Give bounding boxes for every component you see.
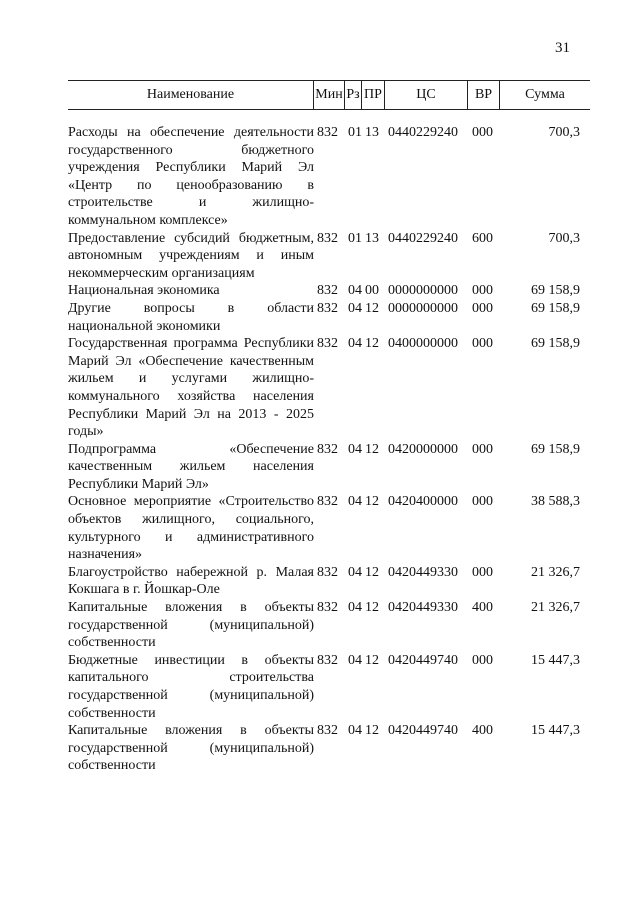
row-sum: 21 326,7 <box>531 600 580 616</box>
row-vr: 000 <box>472 494 493 510</box>
header-vr: ВР <box>467 81 499 109</box>
row-cs: 0440229240 <box>388 125 458 140</box>
row-sum: 21 326,7 <box>531 564 580 580</box>
row-name: Бюджетные инвестиции в объекты капитального строительства государственной (муниципальной) собственности <box>68 652 314 721</box>
row-vr: 600 <box>472 230 493 246</box>
row-min: 832 <box>317 600 338 616</box>
table-row <box>68 599 590 652</box>
row-vr: 000 <box>472 441 493 457</box>
row-vr: 000 <box>472 564 493 580</box>
table-row <box>68 722 590 775</box>
row-name: Основное мероприятие «Строительство объектов жилищного, социального, культурного и административного назначения» <box>68 494 314 563</box>
row-sum: 700,3 <box>548 230 580 246</box>
row-name: Национальная экономика <box>68 283 220 299</box>
row-pr: 12 <box>365 336 379 352</box>
row-pr: 13 <box>365 125 379 140</box>
row-pr: 12 <box>365 652 379 668</box>
row-vr: 000 <box>472 283 493 299</box>
row-rz: 01 <box>348 125 362 140</box>
row-min: 832 <box>317 283 338 299</box>
row-name: Государственная программа Республики Марий Эл «Обеспечение качественным жильем и услугами жилищно-коммунального хозяйства населения Республики Марий Эл на 2013 - 2025 годы» <box>68 336 314 440</box>
row-cs: 0440229240 <box>388 230 458 246</box>
row-pr: 12 <box>365 600 379 616</box>
row-pr: 12 <box>365 494 379 510</box>
row-rz: 04 <box>348 494 362 510</box>
table-row <box>68 124 590 230</box>
row-cs: 0400000000 <box>388 336 458 352</box>
row-rz: 01 <box>348 230 362 246</box>
table-header <box>68 80 590 110</box>
row-vr: 000 <box>472 300 493 316</box>
row-pr: 12 <box>365 300 379 316</box>
header-pr: ПР <box>361 81 384 109</box>
table-row <box>68 441 590 494</box>
table-row <box>68 564 590 599</box>
row-name: Благоустройство набережной р. Малая Кокшага в г. Йошкар-Оле <box>68 564 314 598</box>
budget-table <box>68 80 590 775</box>
row-min: 832 <box>317 652 338 668</box>
row-pr: 12 <box>365 441 379 457</box>
row-vr: 400 <box>472 600 493 616</box>
row-min: 832 <box>317 494 338 510</box>
header-min: Мин <box>313 81 344 109</box>
row-cs: 0000000000 <box>388 283 458 299</box>
row-min: 832 <box>317 125 338 140</box>
row-pr: 00 <box>365 283 379 299</box>
table-row <box>68 335 590 441</box>
row-cs: 0420449740 <box>388 723 458 739</box>
row-pr: 12 <box>365 723 379 739</box>
row-cs: 0420449740 <box>388 652 458 668</box>
row-vr: 000 <box>472 652 493 668</box>
row-name: Капитальные вложения в объекты государственной (муниципальной) собственности <box>68 723 314 774</box>
row-sum: 700,3 <box>548 125 580 140</box>
row-sum: 69 158,9 <box>531 300 580 316</box>
row-sum: 69 158,9 <box>531 441 580 457</box>
row-cs: 0000000000 <box>388 300 458 316</box>
row-sum: 15 447,3 <box>531 652 580 668</box>
row-min: 832 <box>317 300 338 316</box>
table-row <box>68 230 590 283</box>
table-row <box>68 300 590 335</box>
row-cs: 0420000000 <box>388 441 458 457</box>
row-min: 832 <box>317 230 338 246</box>
row-sum: 15 447,3 <box>531 723 580 739</box>
row-name: Расходы на обеспечение деятельности государственного бюджетного учреждения Республики Марий Эл «Центр по ценообразованию в строительстве и жилищно-коммунальном комплексе» <box>68 125 314 228</box>
row-min: 832 <box>317 723 338 739</box>
row-sum: 38 588,3 <box>531 494 580 510</box>
row-rz: 04 <box>348 723 362 739</box>
table-row <box>68 493 590 563</box>
row-cs: 0420449330 <box>388 600 458 616</box>
row-rz: 04 <box>348 600 362 616</box>
row-name: Предоставление субсидий бюджетным, автономным учреждениям и иным некоммерческим организациям <box>68 230 314 281</box>
header-name: Наименование <box>146 87 235 102</box>
row-rz: 04 <box>348 441 362 457</box>
row-cs: 0420400000 <box>388 494 458 510</box>
row-rz: 04 <box>348 300 362 316</box>
row-vr: 000 <box>472 125 493 140</box>
row-min: 832 <box>317 564 338 580</box>
table-row <box>68 282 590 300</box>
table-body <box>68 124 590 775</box>
header-cs: ЦС <box>384 81 467 109</box>
page-number: 31 <box>555 40 570 56</box>
row-rz: 04 <box>348 336 362 352</box>
row-name: Капитальные вложения в объекты государственной (муниципальной) собственности <box>68 600 314 651</box>
header-rz: Рз <box>344 81 361 109</box>
table-row <box>68 652 590 722</box>
row-rz: 04 <box>348 283 362 299</box>
row-rz: 04 <box>348 652 362 668</box>
row-name: Другие вопросы в области национальной экономики <box>68 300 314 334</box>
row-pr: 13 <box>365 230 379 246</box>
row-cs: 0420449330 <box>388 564 458 580</box>
row-name: Подпрограмма «Обеспечение качественным жильем населения Республики Марий Эл» <box>68 441 314 492</box>
row-rz: 04 <box>348 564 362 580</box>
row-vr: 000 <box>472 336 493 352</box>
header-sum: Сумма <box>499 81 590 109</box>
row-pr: 12 <box>365 564 379 580</box>
row-min: 832 <box>317 441 338 457</box>
row-sum: 69 158,9 <box>531 336 580 352</box>
row-vr: 400 <box>472 723 493 739</box>
row-sum: 69 158,9 <box>531 283 580 299</box>
row-min: 832 <box>317 336 338 352</box>
